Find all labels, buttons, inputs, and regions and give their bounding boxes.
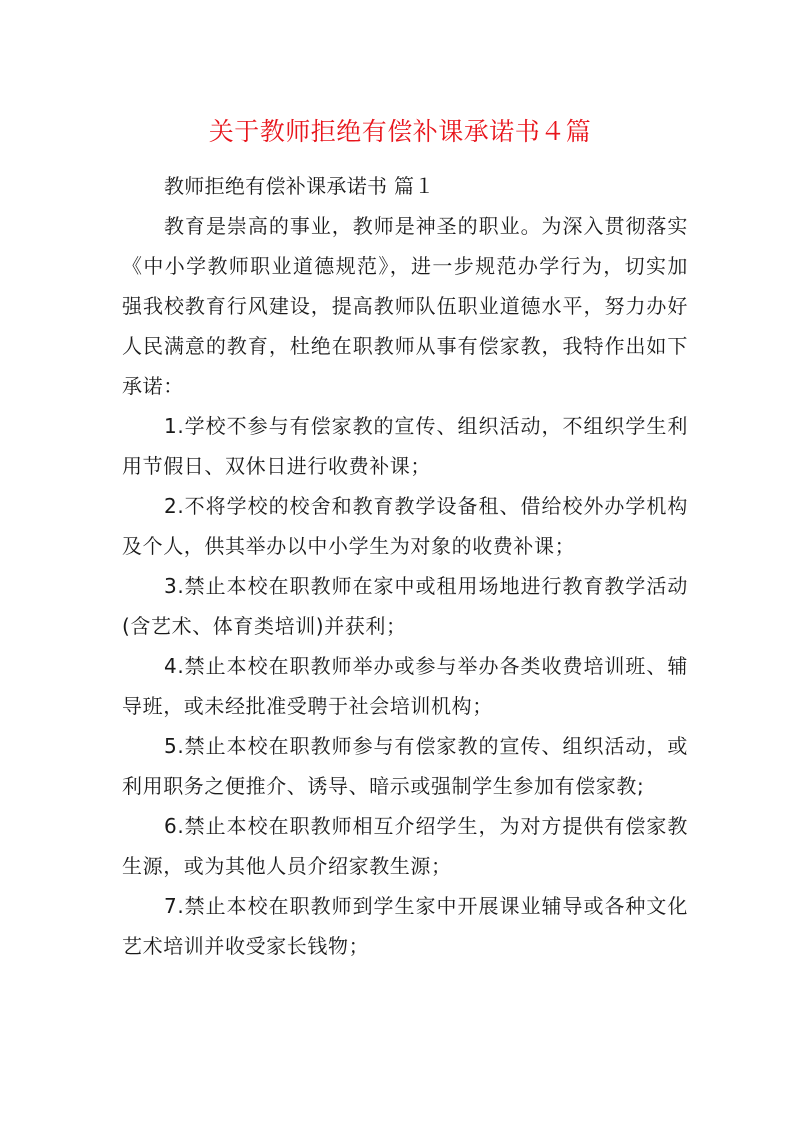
commitment-item-5: 5.禁止本校在职教师参与有偿家教的宣传、组织活动，或利用职务之便推介、诱导、暗示或强制学生参加有偿家教;: [122, 734, 688, 798]
commitment-item-1: 1.学校不参与有偿家教的宣传、组织活动，不组织学生利用节假日、双休日进行收费补课；: [122, 414, 688, 478]
document-title: 关于教师拒绝有偿补课承诺书４篇: [208, 117, 592, 146]
section-heading: 教师拒绝有偿补课承诺书 篇１: [164, 174, 435, 198]
commitment-item-3: 3.禁止本校在职教师在家中或租用场地进行教育教学活动(含艺术、体育类培训)并获利；: [122, 574, 688, 638]
intro-paragraph: 教育是崇高的事业，教师是神圣的职业。为深入贯彻落实《中小学教师职业道德规范》，进一步规范办学行为，切实加强我校教育行风建设，提高教师队伍职业道德水平，努力办好人民满意的教育，杜绝在职教师从事有偿家教，我特作出如下承诺：: [122, 214, 688, 398]
commitment-item-7: 7.禁止本校在职教师到学生家中开展课业辅导或各种文化艺术培训并收受家长钱物；: [122, 894, 688, 958]
commitment-item-6: 6.禁止本校在职教师相互介绍学生，为对方提供有偿家教生源，或为其他人员介绍家教生源；: [122, 814, 688, 878]
commitment-item-4: 4.禁止本校在职教师举办或参与举办各类收费培训班、辅导班，或未经批准受聘于社会培训机构；: [122, 654, 688, 718]
document-body: [122, 166, 688, 966]
commitment-item-2: 2.不将学校的校舍和教育教学设备租、借给校外办学机构及个人，供其举办以中小学生为对象的收费补课；: [122, 494, 688, 558]
